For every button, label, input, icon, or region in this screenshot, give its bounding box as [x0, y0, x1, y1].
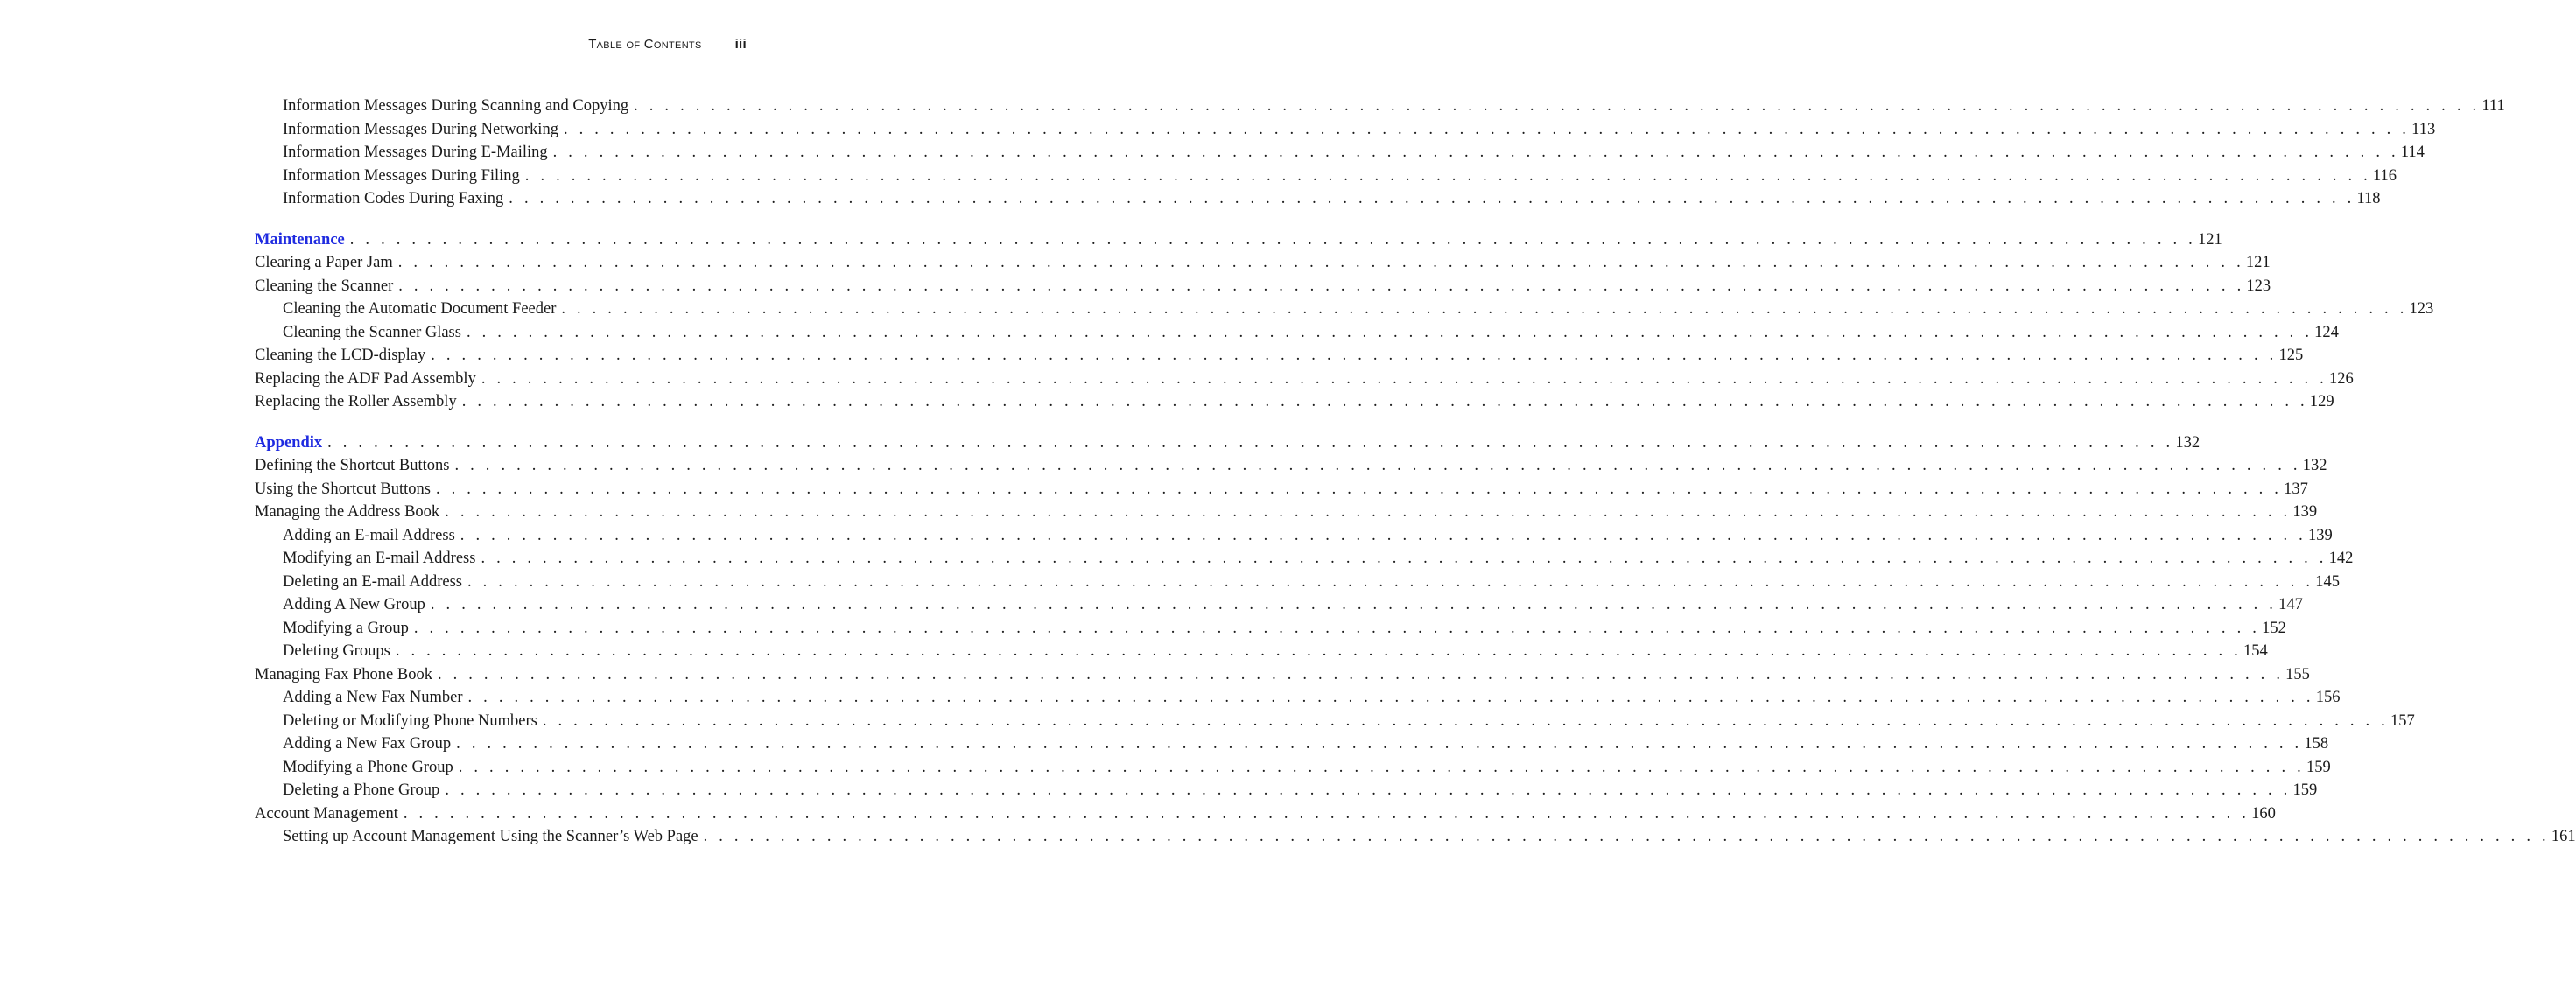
toc-entry-label: Managing the Address Book: [255, 503, 440, 521]
toc-entry-label: Deleting a Phone Group: [283, 781, 440, 799]
toc-entry-label: Information Codes During Faxing: [283, 190, 504, 207]
toc-chapter-entry[interactable]: [255, 431, 2200, 455]
toc-section: [255, 431, 2576, 849]
dot-leader: . . . . . . . . . . . . . . . . . . . . . . . . . . . . . . . . . . . . . . . . . . . . . . . . . . . . . . . . . . . . . . . . . . . . . . . . . . . . . . . . . . . . . . . . . . . . . . . . . . . . . . . . . . . . . . . . . . . . . . . .: [445, 781, 2292, 799]
toc-entry[interactable]: [255, 275, 2271, 298]
toc-entry[interactable]: [255, 663, 2310, 687]
toc-entry[interactable]: [255, 368, 2354, 391]
toc-page-number: 155: [2285, 665, 2310, 683]
toc-entry-label: Adding A New Group: [283, 596, 425, 613]
dot-leader: . . . . . . . . . . . . . . . . . . . . . . . . . . . . . . . . . . . . . . . . . . . . . . . . . . . . . . . . . . . . . . . . . . . . . . . . . . . . . . . . . . . . . . . . . . . . . . . . . . . . . . . . . . . . . . . . . . . . . . . .: [445, 503, 2292, 521]
dot-leader: . . . . . . . . . . . . . . . . . . . . . . . . . . . . . . . . . . . . . . . . . . . . . . . . . . . . . . . . . . . . . . . . . . . . . . . . . . . . . . . . . . . . . . . . . . . . . . . . . . . . . . . . . . . . . . . . . . . . . . . .: [456, 735, 2303, 753]
dot-leader: . . . . . . . . . . . . . . . . . . . . . . . . . . . . . . . . . . . . . . . . . . . . . . . . . . . . . . . . . . . . . . . . . . . . . . . . . . . . . . . . . . . . . . . . . . . . . . . . . . . . . . . . . . . . . . . . . . . . . . . .: [561, 300, 2408, 318]
toc-page-number: 159: [2292, 781, 2318, 799]
toc-entry-label: Information Messages During E-Mailing: [283, 144, 548, 161]
dot-leader: . . . . . . . . . . . . . . . . . . . . . . . . . . . . . . . . . . . . . . . . . . . . . . . . . . . . . . . . . . . . . . . . . . . . . . . . . . . . . . . . . . . . . . . . . . . . . . . . . . . . . . . . . . . . . . . . . . . . . . . .: [509, 190, 2355, 207]
toc-entry[interactable]: [255, 732, 2329, 756]
dot-leader: . . . . . . . . . . . . . . . . . . . . . . . . . . . . . . . . . . . . . . . . . . . . . . . . . . . . . . . . . . . . . . . . . . . . . . . . . . . . . . . . . . . . . . . . . . . . . . . . . . . . . . . . . . . . . . . . . . . . . . . .: [437, 665, 2285, 683]
toc-entry[interactable]: [255, 779, 2318, 802]
toc-entry[interactable]: [255, 118, 2436, 142]
toc-chapter-link[interactable]: Appendix: [255, 433, 323, 452]
toc-entry-label: Modifying an E-mail Address: [283, 550, 476, 567]
toc-chapter-entry[interactable]: [255, 228, 2222, 252]
toc-section: [255, 228, 2434, 414]
header-page-number: iii: [734, 37, 747, 52]
toc-section: [255, 95, 2505, 211]
toc-entry[interactable]: [255, 165, 2397, 188]
toc-chapter-link[interactable]: Maintenance: [255, 230, 345, 249]
toc-page-number: 139: [2292, 503, 2318, 521]
toc-entry[interactable]: [255, 95, 2505, 118]
toc-entry[interactable]: [255, 617, 2286, 641]
toc-entry[interactable]: [255, 593, 2303, 617]
toc-page-number: 121: [2245, 254, 2271, 271]
toc-page-number: 124: [2314, 323, 2339, 341]
dot-leader: . . . . . . . . . . . . . . . . . . . . . . . . . . . . . . . . . . . . . . . . . . . . . . . . . . . . . . . . . . . . . . . . . . . . . . . . . . . . . . . . . . . . . . . . . . . . . . . . . . . . . . . . . . . . . . . . . . . . . . . .: [397, 254, 2244, 271]
dot-leader: . . . . . . . . . . . . . . . . . . . . . . . . . . . . . . . . . . . . . . . . . . . . . . . . . . . . . . . . . . . . . . . . . . . . . . . . . . . . . . . . . . . . . . . . . . . . . . . . . . . . . . . . . . . . . . . . . . . . . . . .: [430, 596, 2278, 613]
toc-entry-label: Account Management: [255, 804, 398, 823]
toc-page-number: 132: [2175, 433, 2200, 452]
toc-entry[interactable]: [255, 251, 2271, 275]
dot-leader: . . . . . . . . . . . . . . . . . . . . . . . . . . . . . . . . . . . . . . . . . . . . . . . . . . . . . . . . . . . . . . . . . . . . . . . . . . . . . . . . . . . . . . . . . . . . . . . . . . . . . . . . . . . . . . . . . . . . . . . .: [467, 689, 2314, 706]
toc-entry[interactable]: [255, 478, 2308, 501]
toc-entry-label: Modifying a Phone Group: [283, 758, 453, 776]
toc-entry[interactable]: [255, 547, 2354, 571]
toc-entry[interactable]: [255, 825, 2576, 849]
dot-leader: . . . . . . . . . . . . . . . . . . . . . . . . . . . . . . . . . . . . . . . . . . . . . . . . . . . . . . . . . . . . . . . . . . . . . . . . . . . . . . . . . . . . . . . . . . . . . . . . . . . . . . . . . . . . . . . . . . . . . . . .: [481, 369, 2328, 388]
toc-page-number: 158: [2304, 735, 2329, 753]
toc-entry[interactable]: [255, 710, 2415, 733]
dot-leader: . . . . . . . . . . . . . . . . . . . . . . . . . . . . . . . . . . . . . . . . . . . . . . . . . . . . . . . . . . . . . . . . . . . . . . . . . . . . . . . . . . . . . . . . . . . . . . . . . . . . . . . . . . . . . . . . . . . . . . . .: [395, 642, 2242, 660]
dot-leader: . . . . . . . . . . . . . . . . . . . . . . . . . . . . . . . . . . . . . . . . . . . . . . . . . . . . . . . . . . . . . . . . . . . . . . . . . . . . . . . . . . . . . . . . . . . . . . . . . . . . . . . . . . . . . . . . . . . . . . . .: [542, 711, 2390, 730]
toc-entry-label: Adding a New Fax Group: [283, 735, 452, 753]
toc-page-number: 159: [2306, 758, 2331, 776]
toc-entry-label: Replacing the Roller Assembly: [255, 393, 457, 410]
dot-leader: . . . . . . . . . . . . . . . . . . . . . . . . . . . . . . . . . . . . . . . . . . . . . . . . . . . . . . . . . . . . . . . . . . . . . . . . . . . . . . . . . . . . . . . . . . . . . . . . . . . . . . . . . . . . . . . . . . . . . . . .: [460, 526, 2306, 544]
toc-entry[interactable]: [255, 141, 2425, 165]
toc-page-number: 145: [2315, 572, 2340, 591]
toc-entry[interactable]: [255, 298, 2434, 321]
toc-entry[interactable]: [255, 454, 2327, 478]
toc-page-number: 113: [2411, 120, 2436, 138]
toc-page-number: 154: [2243, 642, 2268, 660]
toc-entry-label: Deleting or Modifying Phone Numbers: [283, 711, 537, 730]
toc-entry[interactable]: [255, 640, 2268, 663]
toc-page-number: 156: [2315, 689, 2341, 706]
dot-leader: . . . . . . . . . . . . . . . . . . . . . . . . . . . . . . . . . . . . . . . . . . . . . . . . . . . . . . . . . . . . . . . . . . . . . . . . . . . . . . . . . . . . . . . . . . . . . . . . . . . . . . . . . . . . . . . . . . . . . . . .: [634, 97, 2481, 115]
toc-page-number: 142: [2328, 550, 2354, 567]
toc-entry-label: Adding an E-mail Address: [283, 526, 455, 544]
toc-page-number: 152: [2262, 619, 2286, 637]
toc-page-number: 137: [2284, 480, 2308, 498]
toc-page-number: 116: [2372, 166, 2397, 185]
dot-leader: . . . . . . . . . . . . . . . . . . . . . . . . . . . . . . . . . . . . . . . . . . . . . . . . . . . . . . . . . . . . . . . . . . . . . . . . . . . . . . . . . . . . . . . . . . . . . . . . . . . . . . . . . . . . . . . . . . . . . . . .: [461, 393, 2308, 410]
toc-entry[interactable]: [255, 524, 2333, 548]
toc-page-number: 123: [2246, 277, 2271, 295]
toc-entry-label: Modifying a Group: [283, 619, 409, 637]
toc-entry[interactable]: [255, 756, 2331, 780]
toc-entry-label: Information Messages During Networking: [283, 120, 558, 138]
toc-page-number: 157: [2390, 711, 2415, 730]
toc-entry-label: Replacing the ADF Pad Assembly: [255, 369, 476, 388]
toc-entry-label: Defining the Shortcut Buttons: [255, 457, 450, 474]
toc-page-number: 121: [2197, 230, 2222, 249]
dot-leader: . . . . . . . . . . . . . . . . . . . . . . . . . . . . . . . . . . . . . . . . . . . . . . . . . . . . . . . . . . . . . . . . . . . . . . . . . . . . . . . . . . . . . . . . . . . . . . . . . . . . . . . . . . . . . . . . . . . . . . . .: [466, 323, 2313, 341]
toc-entry[interactable]: [255, 501, 2318, 524]
header-title: Table of Contents: [588, 37, 702, 52]
toc-entry-label: Information Messages During Filing: [283, 166, 520, 185]
toc-entry-label: Deleting an E-mail Address: [283, 572, 462, 591]
toc-entry-label: Cleaning the Automatic Document Feeder: [283, 300, 557, 318]
dot-leader: . . . . . . . . . . . . . . . . . . . . . . . . . . . . . . . . . . . . . . . . . . . . . . . . . . . . . . . . . . . . . . . . . . . . . . . . . . . . . . . . . . . . . . . . . . . . . . . . . . . . . . . . . . . . . . . . . . . . . . . .: [431, 347, 2278, 364]
toc-page-number: 139: [2307, 526, 2333, 544]
dot-leader: . . . . . . . . . . . . . . . . . . . . . . . . . . . . . . . . . . . . . . . . . . . . . . . . . . . . . . . . . . . . . . . . . . . . . . . . . . . . . . . . . . . . . . . . . . . . . . . . . . . . . . . . . . . . . . . . . . . . . . . .: [524, 166, 2371, 185]
dot-leader: . . . . . . . . . . . . . . . . . . . . . . . . . . . . . . . . . . . . . . . . . . . . . . . . . . . . . . . . . . . . . . . . . . . . . . . . . . . . . . . . . . . . . . . . . . . . . . . . . . . . . . . . . . . . . . . . . . . . . . . .: [327, 433, 2174, 452]
toc-entry-label: Cleaning the Scanner Glass: [283, 323, 461, 341]
toc-entry[interactable]: [255, 686, 2341, 710]
toc-entry[interactable]: [255, 321, 2339, 345]
toc-entry[interactable]: [255, 390, 2334, 414]
table-of-contents: [255, 95, 2576, 866]
toc-entry-label: Cleaning the LCD-display: [255, 347, 426, 364]
dot-leader: . . . . . . . . . . . . . . . . . . . . . . . . . . . . . . . . . . . . . . . . . . . . . . . . . . . . . . . . . . . . . . . . . . . . . . . . . . . . . . . . . . . . . . . . . . . . . . . . . . . . . . . . . . . . . . . . . . . . . . . .: [403, 804, 2250, 823]
dot-leader: . . . . . . . . . . . . . . . . . . . . . . . . . . . . . . . . . . . . . . . . . . . . . . . . . . . . . . . . . . . . . . . . . . . . . . . . . . . . . . . . . . . . . . . . . . . . . . . . . . . . . . . . . . . . . . . . . . . . . . . .: [703, 828, 2550, 845]
dot-leader: . . . . . . . . . . . . . . . . . . . . . . . . . . . . . . . . . . . . . . . . . . . . . . . . . . . . . . . . . . . . . . . . . . . . . . . . . . . . . . . . . . . . . . . . . . . . . . . . . . . . . . . . . . . . . . . . . . . . . . . .: [481, 550, 2327, 567]
toc-page-number: 132: [2302, 457, 2327, 474]
toc-entry-label: Managing Fax Phone Book: [255, 665, 432, 683]
dot-leader: . . . . . . . . . . . . . . . . . . . . . . . . . . . . . . . . . . . . . . . . . . . . . . . . . . . . . . . . . . . . . . . . . . . . . . . . . . . . . . . . . . . . . . . . . . . . . . . . . . . . . . . . . . . . . . . . . . . . . . . .: [398, 277, 2245, 295]
toc-page-number: 161: [2551, 828, 2576, 845]
toc-entry-label: Information Messages During Scanning and Copying: [283, 97, 629, 115]
dot-leader: . . . . . . . . . . . . . . . . . . . . . . . . . . . . . . . . . . . . . . . . . . . . . . . . . . . . . . . . . . . . . . . . . . . . . . . . . . . . . . . . . . . . . . . . . . . . . . . . . . . . . . . . . . . . . . . . . . . . . . . .: [435, 480, 2283, 498]
toc-page-number: 123: [2409, 300, 2434, 318]
running-header: [588, 37, 747, 52]
toc-entry-label: Adding a New Fax Number: [283, 689, 463, 706]
dot-leader: . . . . . . . . . . . . . . . . . . . . . . . . . . . . . . . . . . . . . . . . . . . . . . . . . . . . . . . . . . . . . . . . . . . . . . . . . . . . . . . . . . . . . . . . . . . . . . . . . . . . . . . . . . . . . . . . . . . . . . . .: [552, 144, 2399, 161]
toc-page-number: 118: [2356, 190, 2381, 207]
toc-page-number: 147: [2278, 596, 2303, 613]
toc-entry-label: Using the Shortcut Buttons: [255, 480, 431, 498]
toc-entry-label: Cleaning the Scanner: [255, 277, 394, 295]
toc-page-number: 125: [2278, 347, 2304, 364]
toc-entry-label: Setting up Account Management Using the Scanner’s Web Page: [283, 828, 698, 845]
dot-leader: . . . . . . . . . . . . . . . . . . . . . . . . . . . . . . . . . . . . . . . . . . . . . . . . . . . . . . . . . . . . . . . . . . . . . . . . . . . . . . . . . . . . . . . . . . . . . . . . . . . . . . . . . . . . . . . . . . . . . . . .: [467, 572, 2314, 591]
toc-page-number: 114: [2400, 144, 2425, 161]
toc-entry[interactable]: [255, 187, 2381, 211]
toc-entry-label: Clearing a Paper Jam: [255, 254, 393, 271]
toc-entry-label: Deleting Groups: [283, 642, 390, 660]
toc-page-number: 129: [2309, 393, 2334, 410]
dot-leader: . . . . . . . . . . . . . . . . . . . . . . . . . . . . . . . . . . . . . . . . . . . . . . . . . . . . . . . . . . . . . . . . . . . . . . . . . . . . . . . . . . . . . . . . . . . . . . . . . . . . . . . . . . . . . . . . . . . . . . . .: [458, 758, 2305, 776]
toc-entry[interactable]: [255, 571, 2340, 594]
dot-leader: . . . . . . . . . . . . . . . . . . . . . . . . . . . . . . . . . . . . . . . . . . . . . . . . . . . . . . . . . . . . . . . . . . . . . . . . . . . . . . . . . . . . . . . . . . . . . . . . . . . . . . . . . . . . . . . . . . . . . . . .: [349, 230, 2196, 249]
toc-entry[interactable]: [255, 802, 2276, 826]
toc-page-number: 126: [2329, 369, 2354, 388]
toc-entry[interactable]: [255, 344, 2304, 368]
toc-page-number: 111: [2481, 97, 2505, 115]
dot-leader: . . . . . . . . . . . . . . . . . . . . . . . . . . . . . . . . . . . . . . . . . . . . . . . . . . . . . . . . . . . . . . . . . . . . . . . . . . . . . . . . . . . . . . . . . . . . . . . . . . . . . . . . . . . . . . . . . . . . . . . .: [413, 619, 2261, 637]
dot-leader: . . . . . . . . . . . . . . . . . . . . . . . . . . . . . . . . . . . . . . . . . . . . . . . . . . . . . . . . . . . . . . . . . . . . . . . . . . . . . . . . . . . . . . . . . . . . . . . . . . . . . . . . . . . . . . . . . . . . . . . .: [454, 457, 2301, 474]
toc-page-number: 160: [2251, 804, 2276, 823]
dot-leader: . . . . . . . . . . . . . . . . . . . . . . . . . . . . . . . . . . . . . . . . . . . . . . . . . . . . . . . . . . . . . . . . . . . . . . . . . . . . . . . . . . . . . . . . . . . . . . . . . . . . . . . . . . . . . . . . . . . . . . . .: [563, 120, 2411, 138]
